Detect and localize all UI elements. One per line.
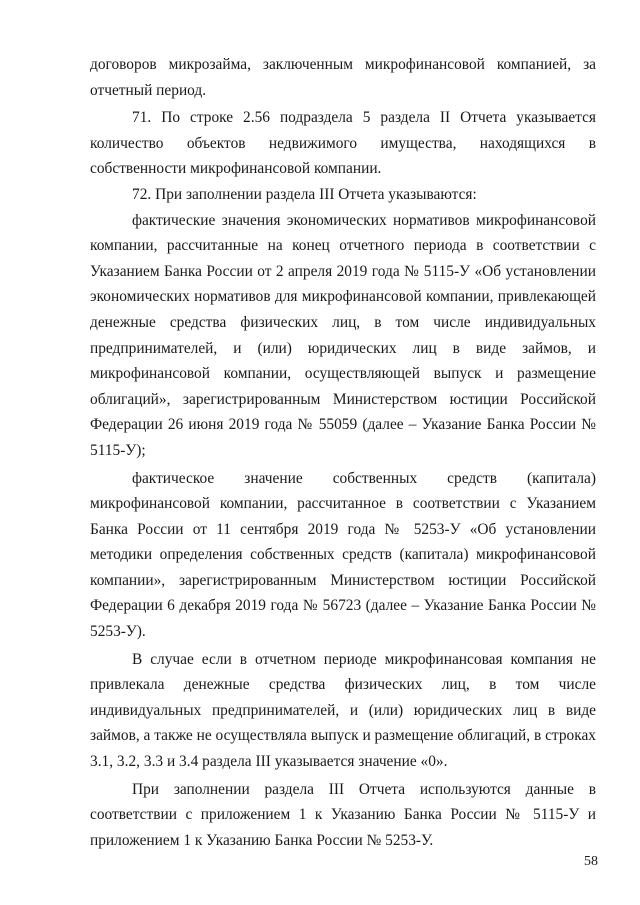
paragraph-zero-value: В случае если в отчетном периоде микрофинансовая компания не привлекала денежные средства физических лиц, в том числе индивидуальных предпринимателей, и (или) юридических лиц в виде займов, а также не осуществляла выпуск и размещение облигаций, в строках 3.1, 3.2, 3.3 и 3.4 раздела III указывается значение «0». — [90, 650, 596, 771]
paragraph-72: 72. При заполнении раздела III Отчета указываются: — [132, 185, 477, 203]
document-body — [90, 52, 596, 853]
paragraph-continuation: договоров микрозайма, заключенным микрофинансовой компанией, за отчетный период. — [90, 56, 596, 99]
paragraph-own-funds: фактическое значение собственных средств (капитала) микрофинансовой компании, рассчитанное в соответствии с Указанием Банка России от 11 сентября 2019 года № 5253-У «Об установлении методики определения собственных средств (капитала) микрофинансовой компании», зарегистрированным Министерством юстиции Российской Федерации 6 декабря 2019 года № 56723 (далее – Указание Банка России № 5253-У). — [90, 469, 596, 641]
paragraph-economic-norms: фактические значения экономических нормативов микрофинансовой компании, рассчитанные на конец отчетного периода в соответствии с Указанием Банка России от 2 апреля 2019 года № 5115-У «Об установлении экономических нормативов для микрофинансовой компании, привлекающей денежные средства физических лиц, в том числе индивидуальных предпринимателей, и (или) юридических лиц в виде займов, и микрофинансовой компании, осуществляющей выпуск и размещение облигаций», зарегистрированным Министерством юстиции Российской Федерации 26 июня 2019 года № 55059 (далее – Указание Банка России № 5115-У); — [90, 211, 596, 459]
paragraph-data-sources: При заполнении раздела III Отчета используются данные в соответствии с приложением 1 к Указанию Банка России № 5115-У и приложением 1 к Указанию Банка России № 5253-У. — [90, 780, 596, 849]
page-number: 58 — [584, 854, 598, 869]
paragraph-71: 71. По строке 2.56 подраздела 5 раздела II Отчета указывается количество объектов недвижимого имущества, находящихся в собственности микрофинансовой компании. — [90, 109, 596, 178]
